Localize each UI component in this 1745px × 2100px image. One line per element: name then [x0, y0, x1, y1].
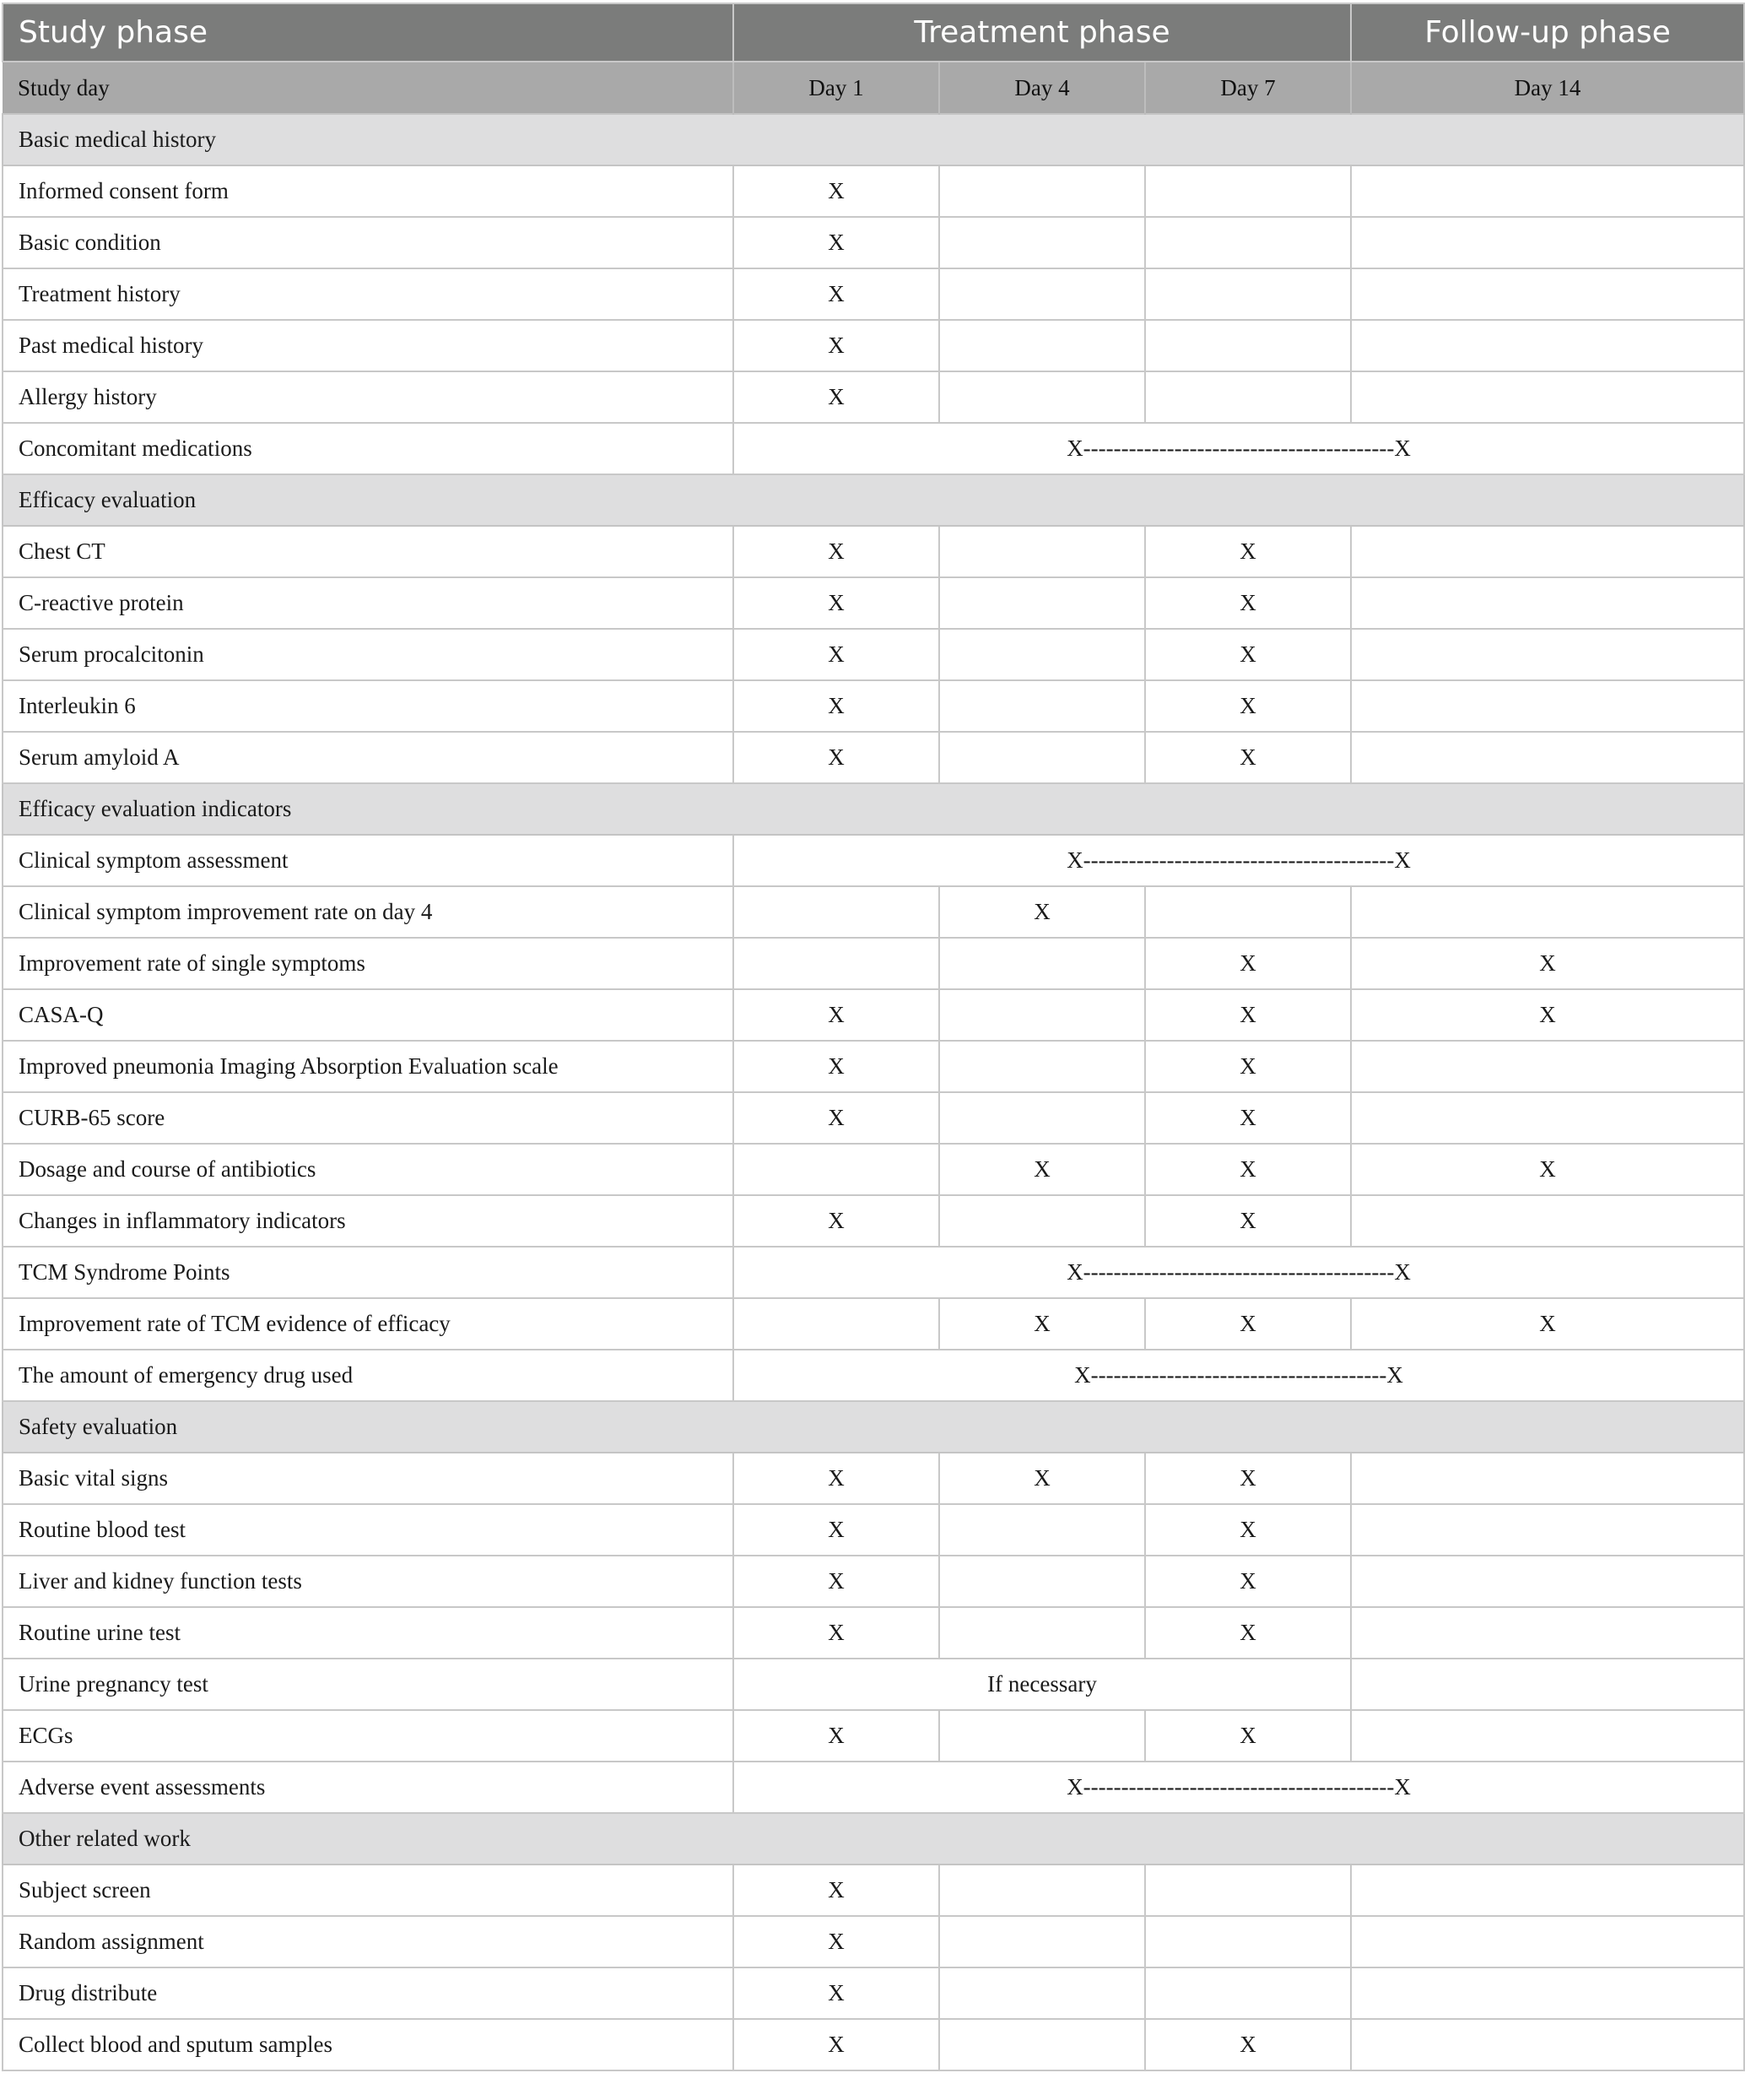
schedule-cell: X	[733, 1710, 939, 1762]
table-row	[3, 1865, 1744, 1916]
schedule-cell: X	[733, 577, 939, 629]
table-row	[3, 165, 1744, 217]
schedule-cell: X	[733, 1453, 939, 1504]
table-row	[3, 268, 1744, 320]
schedule-cell	[1351, 1865, 1744, 1916]
schedule-cell: X	[733, 1504, 939, 1556]
schedule-cell: X	[1145, 1144, 1351, 1195]
schedule-cell	[1351, 1607, 1744, 1659]
schedule-cell: X	[733, 1607, 939, 1659]
schedule-cell: X	[733, 268, 939, 320]
row-label: Clinical symptom improvement rate on day 4	[3, 886, 733, 938]
row-label: Informed consent form	[3, 165, 733, 217]
section-row	[3, 1813, 1744, 1865]
schedule-cell	[1351, 629, 1744, 680]
schedule-cell: X	[1145, 577, 1351, 629]
table-row	[3, 886, 1744, 938]
schedule-cell	[939, 165, 1145, 217]
schedule-cell	[939, 1710, 1145, 1762]
schedule-cell: X	[733, 1865, 939, 1916]
schedule-cell	[1145, 320, 1351, 371]
span-cell: X-----------------------------------------X	[733, 423, 1744, 474]
schedule-cell: X	[733, 1556, 939, 1607]
row-label: Basic condition	[3, 217, 733, 268]
schedule-cell	[1351, 577, 1744, 629]
schedule-cell: X	[1145, 1504, 1351, 1556]
section-row	[3, 783, 1744, 835]
treatment-phase-label: Treatment phase	[733, 3, 1351, 62]
schedule-cell	[1351, 1504, 1744, 1556]
table-row	[3, 680, 1744, 732]
table-row	[3, 2019, 1744, 2070]
table-row	[3, 1144, 1744, 1195]
row-label: Liver and kidney function tests	[3, 1556, 733, 1607]
schedule-cell	[1351, 886, 1744, 938]
schedule-cell	[939, 217, 1145, 268]
row-label: Urine pregnancy test	[3, 1659, 733, 1710]
table-row	[3, 217, 1744, 268]
schedule-cell: X	[1145, 1298, 1351, 1350]
section-title: Efficacy evaluation	[3, 474, 1744, 526]
row-label: ECGs	[3, 1710, 733, 1762]
schedule-cell	[939, 1092, 1145, 1144]
schedule-cell: X	[1145, 1041, 1351, 1092]
row-label: Changes in inflammatory indicators	[3, 1195, 733, 1247]
schedule-cell	[1351, 732, 1744, 783]
schedule-cell	[1145, 165, 1351, 217]
schedule-cell: X	[939, 1453, 1145, 1504]
schedule-cell	[939, 577, 1145, 629]
table-row	[3, 1762, 1744, 1813]
row-label: Random assignment	[3, 1916, 733, 1967]
study-day-label: Study day	[3, 62, 733, 114]
schedule-cell	[1351, 371, 1744, 423]
day-header: Day 14	[1351, 62, 1744, 114]
schedule-cell	[1351, 320, 1744, 371]
schedule-cell: X	[1145, 1195, 1351, 1247]
schedule-cell: X	[1145, 1092, 1351, 1144]
schedule-cell: X	[733, 1195, 939, 1247]
day-header: Day 7	[1145, 62, 1351, 114]
schedule-cell	[1351, 1092, 1744, 1144]
row-label: TCM Syndrome Points	[3, 1247, 733, 1298]
table-row	[3, 629, 1744, 680]
table-row	[3, 526, 1744, 577]
row-label: Treatment history	[3, 268, 733, 320]
span-cell: X-----------------------------------------X	[733, 1762, 1744, 1813]
schedule-cell: X	[1351, 1144, 1744, 1195]
row-label: Serum amyloid A	[3, 732, 733, 783]
schedule-cell: X	[733, 1092, 939, 1144]
row-label: Improved pneumonia Imaging Absorption Evaluation scale	[3, 1041, 733, 1092]
schedule-cell	[1351, 2019, 1744, 2070]
schedule-cell	[733, 886, 939, 938]
row-label: Concomitant medications	[3, 423, 733, 474]
schedule-cell	[1351, 1041, 1744, 1092]
schedule-cell	[939, 680, 1145, 732]
schedule-cell	[733, 1298, 939, 1350]
schedule-cell	[1145, 1865, 1351, 1916]
table-row	[3, 1659, 1744, 1710]
schedule-cell: X	[1145, 938, 1351, 989]
table-row	[3, 1350, 1744, 1401]
schedule-cell	[1351, 1659, 1744, 1710]
table-row	[3, 423, 1744, 474]
followup-phase-label: Follow-up phase	[1351, 3, 1744, 62]
row-label: Dosage and course of antibiotics	[3, 1144, 733, 1195]
schedule-cell: X	[1145, 732, 1351, 783]
schedule-cell	[733, 1144, 939, 1195]
schedule-cell: X	[733, 217, 939, 268]
row-label: Improvement rate of TCM evidence of efficacy	[3, 1298, 733, 1350]
schedule-cell	[939, 2019, 1145, 2070]
row-label: Drug distribute	[3, 1967, 733, 2019]
schedule-cell: X	[733, 165, 939, 217]
section-title: Efficacy evaluation indicators	[3, 783, 1744, 835]
row-label: CURB-65 score	[3, 1092, 733, 1144]
row-label: Interleukin 6	[3, 680, 733, 732]
table-row	[3, 1298, 1744, 1350]
row-label: Routine blood test	[3, 1504, 733, 1556]
schedule-cell: X	[1145, 526, 1351, 577]
row-label: The amount of emergency drug used	[3, 1350, 733, 1401]
study-schedule-table	[2, 3, 1745, 2071]
table-row	[3, 577, 1744, 629]
study-day-row	[3, 62, 1744, 114]
schedule-cell	[939, 1967, 1145, 2019]
schedule-cell: X	[939, 886, 1145, 938]
schedule-cell	[1351, 165, 1744, 217]
schedule-cell: X	[1145, 1453, 1351, 1504]
row-label: CASA-Q	[3, 989, 733, 1041]
table-row	[3, 1092, 1744, 1144]
table-row	[3, 1607, 1744, 1659]
table-row	[3, 1967, 1744, 2019]
schedule-cell	[939, 732, 1145, 783]
schedule-cell	[733, 938, 939, 989]
schedule-cell	[939, 526, 1145, 577]
study-phase-label: Study phase	[3, 3, 733, 62]
schedule-cell	[1351, 1556, 1744, 1607]
row-label: Adverse event assessments	[3, 1762, 733, 1813]
section-title: Other related work	[3, 1813, 1744, 1865]
treatment-span-cell: If necessary	[733, 1659, 1351, 1710]
schedule-cell	[1351, 217, 1744, 268]
schedule-cell: X	[733, 680, 939, 732]
day-header: Day 1	[733, 62, 939, 114]
section-row	[3, 474, 1744, 526]
schedule-cell: X	[733, 371, 939, 423]
schedule-cell	[1145, 371, 1351, 423]
table-row	[3, 1916, 1744, 1967]
schedule-cell	[939, 268, 1145, 320]
schedule-cell: X	[939, 1298, 1145, 1350]
row-label: Serum procalcitonin	[3, 629, 733, 680]
table-row	[3, 1453, 1744, 1504]
schedule-cell	[1145, 1967, 1351, 2019]
schedule-cell	[939, 1607, 1145, 1659]
phase-header-row	[3, 3, 1744, 62]
schedule-cell: X	[733, 1967, 939, 2019]
section-title: Safety evaluation	[3, 1401, 1744, 1453]
row-label: Past medical history	[3, 320, 733, 371]
schedule-cell: X	[733, 989, 939, 1041]
row-label: Allergy history	[3, 371, 733, 423]
schedule-cell	[1145, 268, 1351, 320]
schedule-cell	[1351, 268, 1744, 320]
schedule-cell	[1145, 217, 1351, 268]
schedule-cell: X	[939, 1144, 1145, 1195]
span-cell: X-----------------------------------------X	[733, 835, 1744, 886]
table-row	[3, 1041, 1744, 1092]
table-row	[3, 835, 1744, 886]
schedule-cell: X	[733, 732, 939, 783]
schedule-cell	[939, 629, 1145, 680]
span-cell: X-----------------------------------------X	[733, 1247, 1744, 1298]
schedule-cell	[1351, 1195, 1744, 1247]
table-row	[3, 1556, 1744, 1607]
table-row	[3, 1247, 1744, 1298]
section-row	[3, 114, 1744, 165]
schedule-cell	[939, 371, 1145, 423]
section-row	[3, 1401, 1744, 1453]
schedule-cell	[939, 938, 1145, 989]
schedule-cell	[939, 1041, 1145, 1092]
schedule-cell: X	[733, 1916, 939, 1967]
section-title: Basic medical history	[3, 114, 1744, 165]
row-label: C-reactive protein	[3, 577, 733, 629]
row-label: Subject screen	[3, 1865, 733, 1916]
row-label: Basic vital signs	[3, 1453, 733, 1504]
schedule-cell	[939, 1916, 1145, 1967]
schedule-cell: X	[1145, 2019, 1351, 2070]
schedule-cell	[1351, 1453, 1744, 1504]
schedule-cell: X	[1351, 989, 1744, 1041]
schedule-cell	[939, 320, 1145, 371]
schedule-cell	[939, 1195, 1145, 1247]
schedule-cell: X	[1145, 629, 1351, 680]
schedule-cell: X	[733, 320, 939, 371]
schedule-cell: X	[1351, 1298, 1744, 1350]
row-label: Chest CT	[3, 526, 733, 577]
table-row	[3, 1195, 1744, 1247]
schedule-cell	[1351, 1967, 1744, 2019]
schedule-cell	[939, 989, 1145, 1041]
table-row	[3, 732, 1744, 783]
table-row	[3, 1504, 1744, 1556]
schedule-cell: X	[1145, 989, 1351, 1041]
schedule-cell: X	[1145, 1556, 1351, 1607]
schedule-cell: X	[1145, 680, 1351, 732]
schedule-cell: X	[733, 2019, 939, 2070]
schedule-cell	[1351, 680, 1744, 732]
schedule-cell	[939, 1865, 1145, 1916]
schedule-cell: X	[733, 526, 939, 577]
schedule-cell	[1145, 886, 1351, 938]
schedule-cell	[1351, 1710, 1744, 1762]
schedule-cell: X	[1351, 938, 1744, 989]
schedule-cell	[1351, 526, 1744, 577]
schedule-cell: X	[1145, 1710, 1351, 1762]
schedule-cell: X	[733, 629, 939, 680]
table-row	[3, 371, 1744, 423]
schedule-cell: X	[1145, 1607, 1351, 1659]
row-label: Clinical symptom assessment	[3, 835, 733, 886]
row-label: Routine urine test	[3, 1607, 733, 1659]
schedule-cell: X	[733, 1041, 939, 1092]
table-row	[3, 1710, 1744, 1762]
schedule-cell	[1145, 1916, 1351, 1967]
table-row	[3, 938, 1744, 989]
day-header: Day 4	[939, 62, 1145, 114]
schedule-cell	[939, 1556, 1145, 1607]
schedule-cell	[939, 1504, 1145, 1556]
table-row	[3, 989, 1744, 1041]
row-label: Improvement rate of single symptoms	[3, 938, 733, 989]
row-label: Collect blood and sputum samples	[3, 2019, 733, 2070]
table-body	[3, 114, 1744, 2070]
schedule-cell	[1351, 1916, 1744, 1967]
span-cell: X---------------------------------------X	[733, 1350, 1744, 1401]
table-row	[3, 320, 1744, 371]
